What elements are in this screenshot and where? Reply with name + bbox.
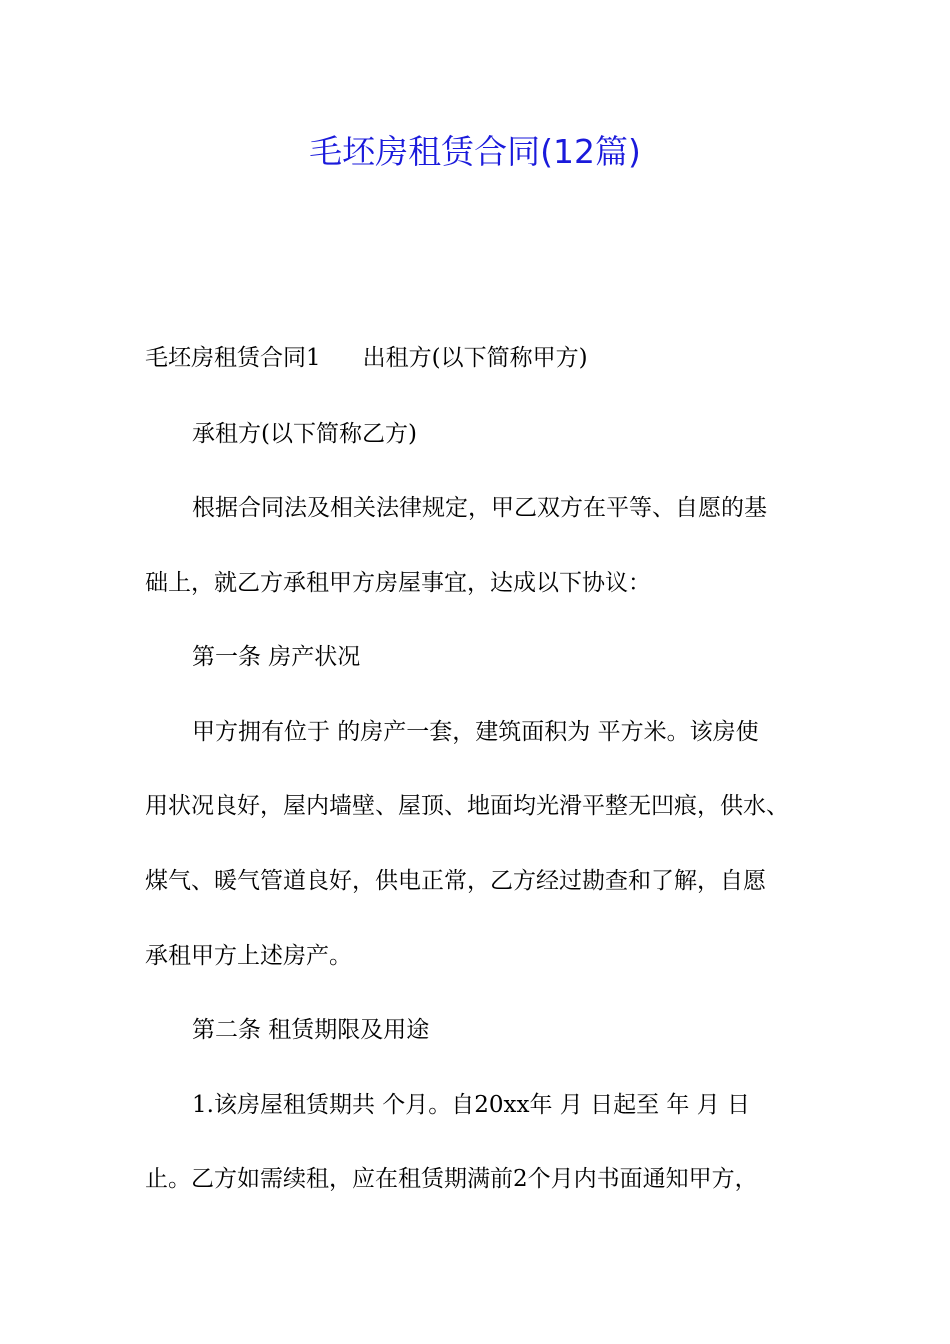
paragraph-line: 止。乙方如需续租，应在租赁期满前2个月内书面通知甲方， (145, 1166, 758, 1192)
paragraph-line: 甲方拥有位于 的房产一套，建筑面积为 平方米。该房使 (192, 719, 759, 745)
paragraph-line: 1.该房屋租赁期共 个月。自20xx年 月 日起至 年 月 日 (192, 1092, 751, 1118)
paragraph-line: 煤气、暖气管道良好，供电正常，乙方经过勘查和了解，自愿 (145, 868, 766, 894)
lessor-label: 出租方(以下简称甲方) (362, 345, 588, 371)
paragraph-line: 根据合同法及相关法律规定，甲乙双方在平等、自愿的基 (192, 495, 767, 521)
article-heading: 第一条 房产状况 (192, 644, 361, 670)
paragraph-line: 承租方(以下简称乙方) (192, 421, 417, 447)
section-label: 毛坯房租赁合同1 (145, 345, 321, 371)
heading-line (145, 341, 588, 375)
document-title: 毛坯房租赁合同(12篇) (309, 132, 641, 171)
paragraph-line: 用状况良好，屋内墙壁、屋顶、地面均光滑平整无凹痕，供水、 (145, 793, 789, 819)
paragraph-line: 承租甲方上述房产。 (145, 943, 352, 969)
article-heading: 第二条 租赁期限及用途 (192, 1017, 430, 1043)
paragraph-line: 础上，就乙方承租甲方房屋事宜，达成以下协议： (145, 570, 651, 596)
